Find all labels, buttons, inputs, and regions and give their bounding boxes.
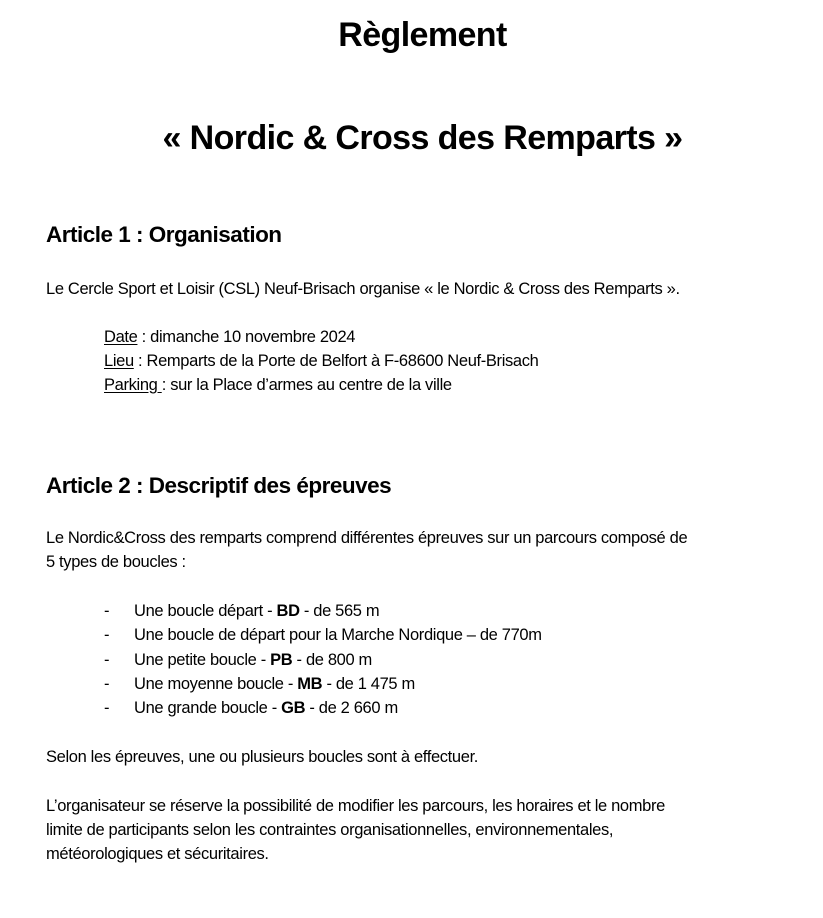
detail-date-value: : dimanche 10 novembre 2024 (137, 328, 356, 346)
bullet-dash: - (104, 651, 110, 669)
loop-distance: - de 1 475 m (322, 675, 415, 693)
loop-text: Une petite boucle - (134, 651, 271, 669)
disclaimer-line-2: limite de participants selon les contraintes organisationnelles, environnementales, (46, 821, 614, 839)
loop-gb (134, 699, 398, 718)
disclaimer-line-1: L’organisateur se réserve la possibilité de modifier les parcours, les horaires et le nombre (46, 797, 665, 815)
detail-parking-label: Parking (104, 376, 162, 394)
article-1-intro: Le Cercle Sport et Loisir (CSL) Neuf-Brisach organise « le Nordic & Cross des Remparts ». (46, 280, 680, 298)
bullet-dash: - (104, 602, 110, 620)
loop-distance: - de 565 m (299, 602, 380, 620)
loop-marche-nordique (134, 626, 542, 645)
detail-date (104, 328, 355, 347)
bullet-dash: - (104, 626, 110, 644)
article-1-heading: Article 1 : Organisation (46, 222, 282, 247)
disclaimer-line-3: météorologiques et sécuritaires. (46, 845, 269, 863)
loop-distance: - de 800 m (292, 651, 372, 669)
loop-text: Une grande boucle - (134, 699, 282, 717)
bullet-dash: - (104, 675, 110, 693)
loop-code: PB (270, 651, 293, 669)
detail-location (104, 352, 538, 371)
bullet-dash: - (104, 699, 110, 717)
article-2-intro-line-1: Le Nordic&Cross des remparts comprend différentes épreuves sur un parcours composé de (46, 529, 688, 547)
loop-code: BD (276, 602, 300, 620)
article-2-heading: Article 2 : Descriptif des épreuves (46, 473, 392, 498)
document-title: Règlement (338, 16, 507, 54)
loop-mb (134, 675, 415, 694)
article-2-intro-line-2: 5 types de boucles : (46, 553, 186, 571)
detail-date-label: Date (104, 328, 138, 346)
detail-location-label: Lieu (104, 352, 134, 370)
loops-note: Selon les épreuves, une ou plusieurs boucles sont à effectuer. (46, 748, 479, 766)
loop-code: GB (281, 699, 306, 717)
loop-text: Une boucle départ - (134, 602, 277, 620)
loop-text: Une boucle de départ pour la Marche Nordique – de 770m (134, 626, 542, 644)
loop-text: Une moyenne boucle - (134, 675, 298, 693)
detail-parking (104, 376, 452, 395)
document-subtitle: « Nordic & Cross des Remparts » (162, 119, 683, 157)
loop-code: MB (297, 675, 323, 693)
loop-bd (134, 602, 379, 621)
loop-distance: - de 2 660 m (305, 699, 398, 717)
detail-location-value: : Remparts de la Porte de Belfort à F-68600 Neuf-Brisach (133, 352, 539, 370)
loop-pb (134, 651, 372, 670)
detail-parking-value: : sur la Place d’armes au centre de la ville (161, 376, 452, 394)
